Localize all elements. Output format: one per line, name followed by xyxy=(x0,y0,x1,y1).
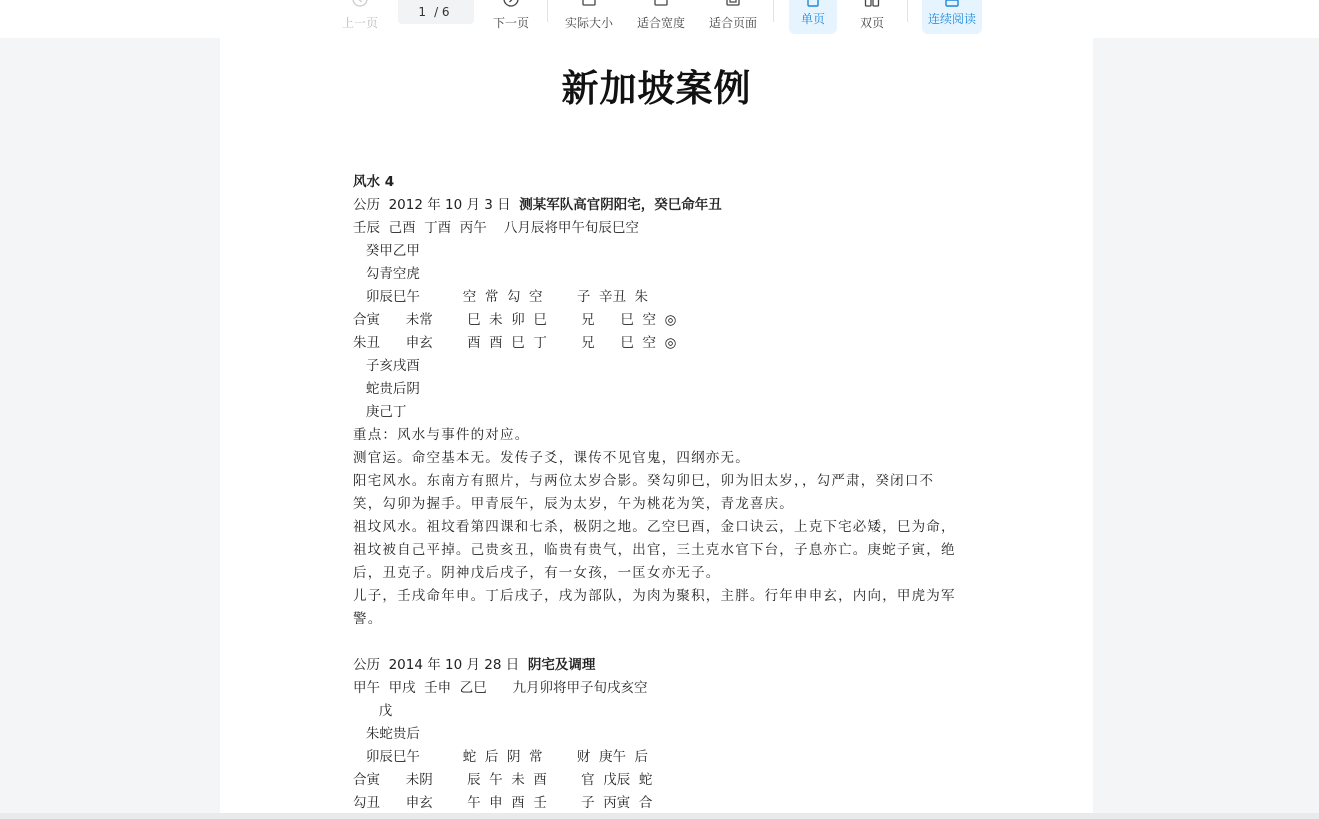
toolbar-divider xyxy=(907,0,908,22)
chart-line: 合寅 未阴 辰 午 未 酉 官 戊辰 蛇 xyxy=(353,772,653,788)
single-page-label: 单页 xyxy=(800,12,825,26)
chart-line: 合寅 未常 巳 未 卯 巳 兄 巳 空 ◎ xyxy=(353,312,677,328)
fit-width-icon xyxy=(653,0,669,7)
actual-size-label: 实际大小 xyxy=(564,16,613,30)
chart-line: 癸甲乙甲 xyxy=(353,243,420,259)
page-current-input[interactable]: 1 xyxy=(418,5,427,19)
spacer xyxy=(353,631,963,654)
document-page xyxy=(220,38,1093,819)
case-subject: 阴宅及调理 xyxy=(527,657,596,673)
fit-page-label: 适合页面 xyxy=(708,16,757,30)
document-title: 新加坡案例 xyxy=(561,66,752,110)
prev-page-button[interactable] xyxy=(340,0,380,38)
chart-line: 朱蛇贵后 xyxy=(353,726,420,742)
viewer-toolbar xyxy=(0,0,1319,38)
next-page-button[interactable] xyxy=(490,0,532,38)
chart-line: 朱丑 申玄 酉 酉 巳 丁 兄 巳 空 ◎ xyxy=(353,335,677,351)
prev-page-label: 上一页 xyxy=(341,16,378,30)
actual-size-button[interactable] xyxy=(563,0,615,38)
page-total: / 6 xyxy=(434,5,450,19)
case-date: 公历 2012 年 10 月 3 日 xyxy=(353,197,520,213)
paragraph: 阳宅风水。东南方有照片，与两位太岁合影。癸勾卯巳，卯为旧太岁，，勾严肃，癸闭口不笑，勾卯为握手。甲青辰午，辰为太岁，午为桃花为笑，青龙喜庆。 xyxy=(353,473,935,512)
fit-page-icon xyxy=(725,0,741,7)
continuous-reading-icon xyxy=(944,0,960,7)
section-heading: 风水 4 xyxy=(353,174,395,190)
fit-page-button[interactable] xyxy=(707,0,759,38)
chart-line: 勾丑 申玄 午 申 酉 壬 子 丙寅 合 xyxy=(353,795,653,811)
double-page-button[interactable] xyxy=(852,0,892,38)
chart-line: 戊 xyxy=(353,703,393,719)
chart-line: 甲午 甲戌 壬申 乙巳 九月卯将甲子旬戌亥空 xyxy=(353,680,648,696)
next-page-label: 下一页 xyxy=(492,16,529,30)
page-number-box[interactable] xyxy=(398,0,474,24)
document-body xyxy=(353,171,963,815)
continuous-reading-label: 连续阅读 xyxy=(927,12,976,26)
chart-line: 卯辰巳午 空 常 勾 空 子 辛丑 朱 xyxy=(353,289,649,305)
chart-line: 勾青空虎 xyxy=(353,266,420,282)
case-heading xyxy=(353,194,963,217)
case-date: 公历 2014 年 10 月 28 日 xyxy=(353,657,528,673)
chevron-right-icon xyxy=(503,0,519,7)
case-heading xyxy=(353,654,963,677)
chart-line: 子亥戌酉 xyxy=(353,358,420,374)
toolbar-divider xyxy=(547,0,548,22)
double-page-icon xyxy=(864,0,880,7)
paragraph: 儿子，壬戌命年申。丁后戌子，戌为部队，为肉为聚积，主胖。行年申申玄，内向，甲虎为军警。 xyxy=(353,588,956,627)
single-page-button[interactable] xyxy=(789,0,837,34)
single-page-icon xyxy=(805,0,821,7)
chevron-left-icon xyxy=(352,0,368,7)
chart-line: 庚己丁 xyxy=(353,404,407,420)
actual-size-icon xyxy=(581,0,597,7)
fit-width-label: 适合宽度 xyxy=(636,16,685,30)
double-page-label: 双页 xyxy=(859,16,884,30)
bottom-bar xyxy=(0,813,1319,819)
toolbar-divider xyxy=(773,0,774,22)
chart-line: 卯辰巳午 蛇 后 阴 常 财 庚午 后 xyxy=(353,749,649,765)
case-subject: 测某军队高官阴阳宅，癸巳命年丑 xyxy=(519,197,722,213)
paragraph: 测官运。命空基本无。发传子爻，课传不见官鬼，四纲亦无。 xyxy=(353,450,750,466)
chart-line: 蛇贵后阴 xyxy=(353,381,420,397)
paragraph: 祖坟风水。祖坟看第四课和七杀，极阴之地。乙空巳酉，金口诀云，上克下宅必矮，巳为命，祖坟被自己平掉。己贵亥丑，临贵有贵气，出官，三土克水官下台，子息亦亡。庚蛇子寅，绝后，丑克子。阴神戊后戌子，有一女孩，一匡女亦无子。 xyxy=(353,519,956,581)
continuous-reading-button[interactable] xyxy=(922,0,982,34)
chart-line: 壬辰 己酉 丁酉 丙午 八月辰将甲午旬辰巳空 xyxy=(353,220,639,236)
fit-width-button[interactable] xyxy=(635,0,687,38)
paragraph: 重点：风水与事件的对应。 xyxy=(353,427,530,443)
